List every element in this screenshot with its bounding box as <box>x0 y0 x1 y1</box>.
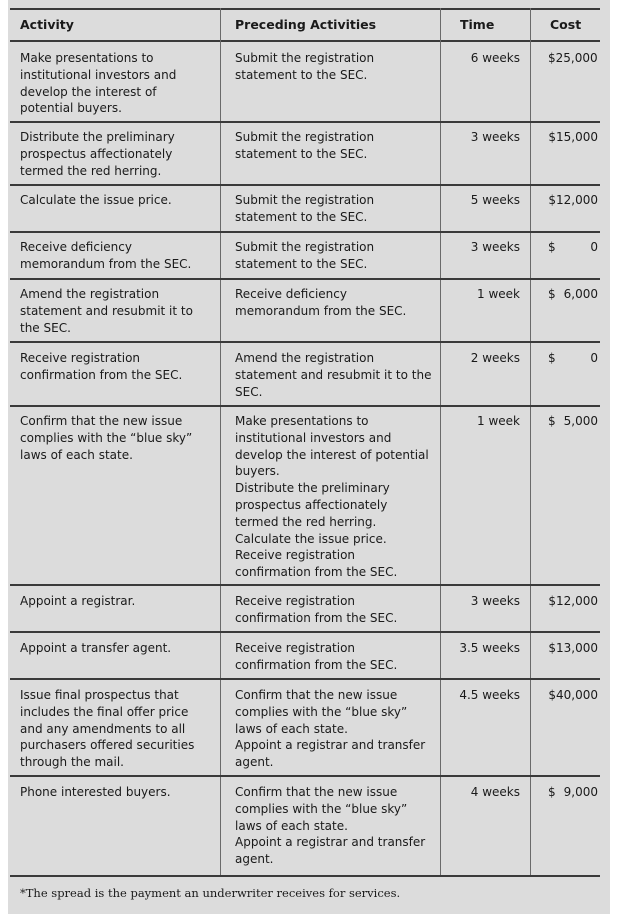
cost-amount: 15,000 <box>556 130 598 144</box>
row-rule <box>10 678 600 680</box>
currency-symbol: $ <box>548 287 556 301</box>
header-preceding-activities: Preceding Activities <box>235 17 377 32</box>
table-cell-preceding: Submit the registration statement to the SEC. <box>235 240 375 271</box>
row-rule <box>10 584 600 586</box>
column-separator-2 <box>440 8 441 877</box>
cost-amount: 12,000 <box>556 594 598 608</box>
table-cell-preceding: Confirm that the new issue complies with the “blue sky” laws of each state. Appoint a registrar and transfer agent. <box>235 785 426 867</box>
table-cell-preceding: Make presentations to institutional investors and develop the interest of potential buyers. Distribute the preliminary prospectus affectionately termed the red herring. Calculate the issue price. Receive registration confirmation from the SEC. <box>235 414 429 580</box>
currency-symbol: $ <box>548 594 556 608</box>
currency-symbol: $ <box>548 785 556 799</box>
table-cell-activity: Calculate the issue price. <box>20 193 172 207</box>
table-cell-activity: Distribute the preliminary prospectus affectionately termed the red herring. <box>20 130 175 178</box>
table-cell-cost <box>548 593 598 610</box>
table-cell-time: 1 week <box>477 414 520 428</box>
row-rule <box>10 184 600 186</box>
row-rule <box>10 775 600 777</box>
table-cell-preceding: Submit the registration statement to the SEC. <box>235 130 375 161</box>
currency-symbol: $ <box>548 130 556 144</box>
table-cell-cost <box>548 640 598 657</box>
table-cell-cost <box>548 129 598 146</box>
table-cell-preceding: Submit the registration statement to the SEC. <box>235 51 375 82</box>
bottom-rule <box>10 875 600 877</box>
table-cell-activity: Confirm that the new issue complies with the “blue sky” laws of each state. <box>20 414 193 462</box>
cost-amount: 6,000 <box>563 287 598 301</box>
currency-symbol: $ <box>548 688 556 702</box>
cost-amount: 0 <box>590 351 598 365</box>
header-activity: Activity <box>20 17 74 32</box>
row-rule <box>10 121 600 123</box>
header-time: Time <box>460 17 495 32</box>
currency-symbol: $ <box>548 351 556 365</box>
table-cell-preceding: Receive deficiency memorandum from the SEC. <box>235 287 407 318</box>
table-cell-activity: Receive registration confirmation from the SEC. <box>20 351 183 382</box>
cost-amount: 12,000 <box>556 193 598 207</box>
table-cell-preceding: Confirm that the new issue complies with the “blue sky” laws of each state. Appoint a registrar and transfer agent. <box>235 688 426 770</box>
table-cell-activity: Appoint a transfer agent. <box>20 641 172 655</box>
row-rule <box>10 631 600 633</box>
table-cell-cost <box>548 687 598 704</box>
cost-amount: 13,000 <box>556 641 598 655</box>
table-cell-activity: Appoint a registrar. <box>20 594 136 608</box>
table-cell-time: 3 weeks <box>470 594 520 608</box>
currency-symbol: $ <box>548 240 556 254</box>
table-cell-cost <box>548 50 598 67</box>
table-cell-activity: Make presentations to institutional investors and develop the interest of potential buyers. <box>20 51 177 116</box>
cost-amount: 9,000 <box>563 785 598 799</box>
cost-amount: 5,000 <box>563 414 598 428</box>
currency-symbol: $ <box>548 641 556 655</box>
table-cell-preceding: Amend the registration statement and resubmit it to the SEC. <box>235 351 432 399</box>
currency-symbol: $ <box>548 193 556 207</box>
table-cell-time: 5 weeks <box>470 193 520 207</box>
table-cell-time: 3 weeks <box>470 240 520 254</box>
column-separator-1 <box>220 8 221 877</box>
header-rule <box>10 40 600 42</box>
row-rule <box>10 341 600 343</box>
table-cell-activity: Issue final prospectus that includes the final offer price and any amendments to all purchasers offered securities through the mail. <box>20 688 195 770</box>
currency-symbol: $ <box>548 51 556 65</box>
table-cell-preceding: Receive registration confirmation from the SEC. <box>235 641 398 672</box>
row-rule <box>10 405 600 407</box>
cost-amount: 40,000 <box>556 688 598 702</box>
column-separator-3 <box>530 8 531 877</box>
table-cell-time: 3.5 weeks <box>459 641 520 655</box>
row-rule <box>10 278 600 280</box>
table-cell-time: 4.5 weeks <box>459 688 520 702</box>
cost-amount: 25,000 <box>555 51 598 65</box>
table-cell-cost <box>548 192 598 209</box>
table-cell-preceding: Receive registration confirmation from the SEC. <box>235 594 398 625</box>
table-cell-activity: Phone interested buyers. <box>20 785 171 799</box>
table-cell-activity: Amend the registration statement and resubmit it to the SEC. <box>20 287 193 335</box>
cost-amount: 0 <box>590 240 598 254</box>
table-cell-time: 1 week <box>477 287 520 301</box>
header-cost: Cost <box>550 17 582 32</box>
row-rule <box>10 231 600 233</box>
table-cell-time: 3 weeks <box>470 130 520 144</box>
currency-symbol: $ <box>548 414 556 428</box>
table-cell-preceding: Submit the registration statement to the SEC. <box>235 193 375 224</box>
table-cell-time: 2 weeks <box>470 351 520 365</box>
table-cell-time: 6 weeks <box>470 51 520 65</box>
footnote: *The spread is the payment an underwriter receives for services. <box>20 886 401 900</box>
table-cell-time: 4 weeks <box>470 785 520 799</box>
table-cell-activity: Receive deficiency memorandum from the SEC. <box>20 240 192 271</box>
